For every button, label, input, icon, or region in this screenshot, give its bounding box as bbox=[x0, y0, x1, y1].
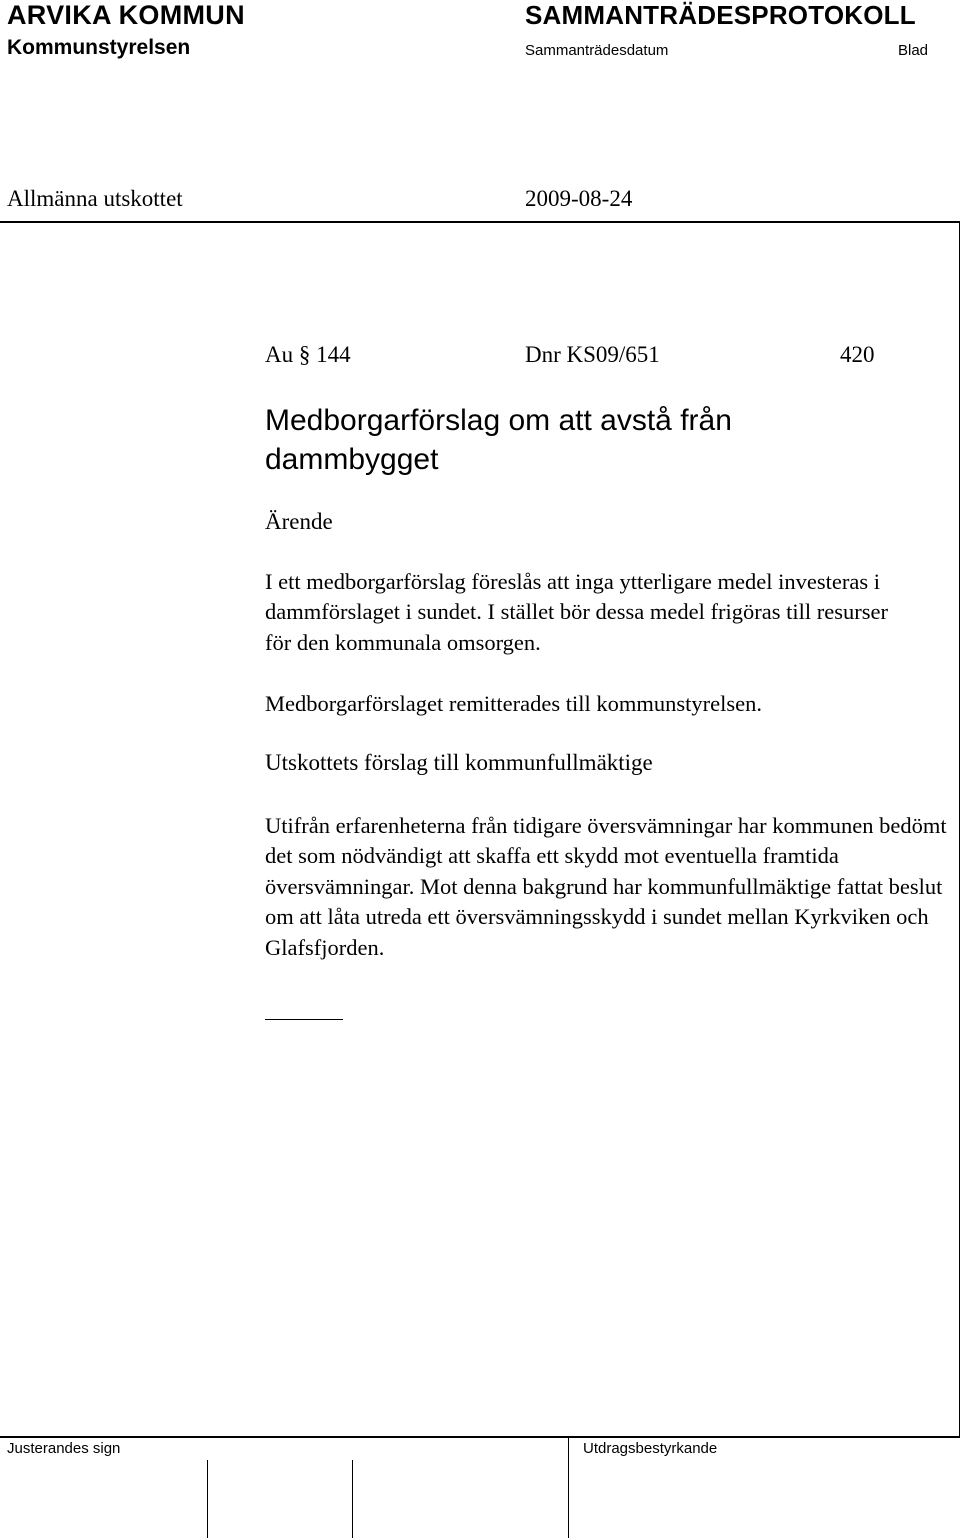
signature-box-divider-2 bbox=[352, 1460, 353, 1538]
header-divider bbox=[0, 221, 960, 223]
meeting-date-label: Sammanträdesdatum bbox=[525, 42, 669, 59]
page-label: Blad bbox=[898, 42, 929, 59]
registration-number: Dnr KS09/651 bbox=[525, 342, 660, 367]
heading-case: Ärende bbox=[265, 509, 333, 534]
signature-box-divider-1 bbox=[207, 1460, 208, 1538]
paragraph-proposal: Utifrån erfarenheterna från tidigare översvämningar har kommunen bedömt det som nödvändigt att skaffa ett skydd mot eventuella framtida översvämningar. Mot denna bakgrund har kommunfullmäktige fattat beslut om att låta utreda ett översvämningsskydd i sundet mellan Kyrkviken och Glafsfjorden. bbox=[265, 813, 947, 960]
committee-name: Allmänna utskottet bbox=[7, 186, 183, 211]
signature-label: Justerandes sign bbox=[7, 1440, 121, 1457]
meeting-date: 2009-08-24 bbox=[525, 186, 633, 211]
footer-column-divider bbox=[568, 1436, 569, 1538]
organization-name: ARVIKA KOMMUN bbox=[7, 0, 245, 30]
document-type: SAMMANTRÄDESPROTOKOLL bbox=[525, 0, 916, 30]
board-name: Kommunstyrelsen bbox=[7, 36, 191, 59]
paragraph-referral: Medborgarförslaget remitterades till kommunstyrelsen. bbox=[265, 691, 762, 716]
extract-certification-label: Utdragsbestyrkande bbox=[583, 1440, 718, 1457]
heading-proposal: Utskottets förslag till kommunfullmäktige bbox=[265, 750, 653, 775]
footer-divider bbox=[0, 1436, 960, 1438]
archive-code: 420 bbox=[840, 342, 875, 367]
end-of-section-line bbox=[265, 1019, 343, 1020]
paragraph-case: I ett medborgarförslag föreslås att inga ytterligare medel investeras i dammförslaget i sundet. I stället bör dessa medel frigöras till resurser för den kommunala omsorgen. bbox=[265, 569, 888, 655]
case-number: Au § 144 bbox=[265, 342, 351, 367]
item-title: Medborgarförslag om att avstå från dammbygget bbox=[265, 404, 732, 476]
